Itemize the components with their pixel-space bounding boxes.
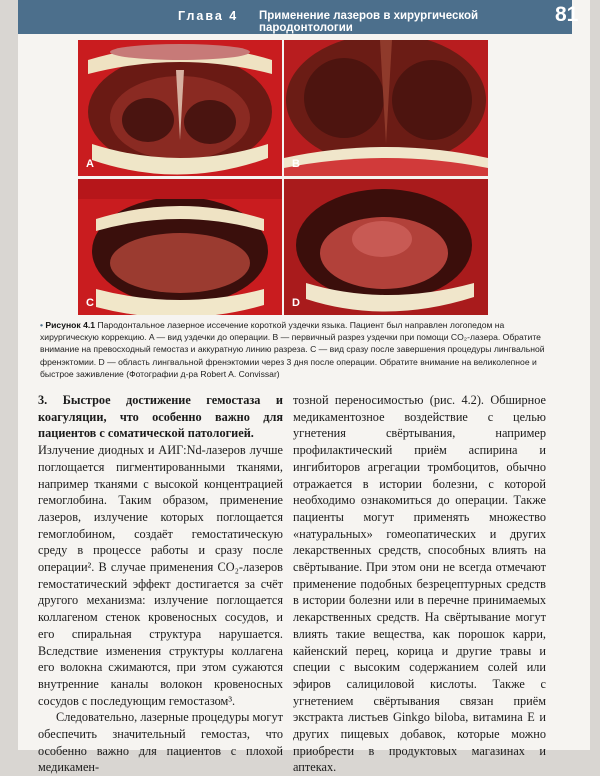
caption-text: Пародонтальное лазерное иссечение короткой уздечки языка. Пациент был направлен логопедом на хирургическую коррекцию. A — вид уздечки до операции. B — первичный разрез уздечки при помощи CO₂-лазера. Обратите внимание на превосходный гемостаз и аккуратную линию разреза. C — вид сразу после завершения процедуры лингвальной френэктомии. D — область лингвальной френэктомии через 3 дня после операции. Обратите внимание на великолепное и быстрое заживление (Фотографии д-ра Robert A. Convissar) <box>40 320 545 379</box>
panel-label-c: C <box>86 297 94 309</box>
photo-panel-c <box>78 179 282 315</box>
caption-label: Рисунок 4.1 <box>45 320 96 330</box>
numbered-heading <box>38 392 283 442</box>
panel-label-b: B <box>292 158 300 170</box>
photo-panel-b <box>284 40 488 176</box>
figure-caption <box>40 319 545 380</box>
photo-panel-d <box>284 179 488 315</box>
panel-label-d: D <box>292 297 300 309</box>
photo-panel-a <box>78 40 282 176</box>
heading-number: 3. <box>38 393 48 407</box>
paragraph: Излучение диодных и АИГ:Nd-лазеров лучше поглощается пигментированными тканями, например тканями с высокой концентрацией гемоглобина. Таким образом, применение лазеров, излучение которых поглощается гемоглобином, создаёт гемостатическую среду в процессе работы и сразу после операции². В случае применения CO₂-лазеров гемостатический эффект достигается за счёт другого механизма: излучение поглощается коллагеном стенок кровеносных сосудов, и его спиральная структура нарушается. Вследствие изменения структуры коллагена его волокна сжимаются, при этом сужаются внутренние каналы волокон кровеносных сосудов с последующим гемостазом³. <box>38 443 283 708</box>
right-column <box>293 392 546 776</box>
page-number: 81 <box>555 3 579 26</box>
paragraph: Следовательно, лазерные процедуры могут обеспечить значительный гемостаз, что особенно важно для пациентов с плохой медикамен- <box>38 710 283 775</box>
figure-photos <box>78 40 488 315</box>
caption-bullet-icon: • <box>40 320 44 330</box>
left-column <box>38 392 283 776</box>
chapter-title: Применение лазеров в хирургической пародонтологии <box>259 10 479 34</box>
running-header <box>18 0 579 34</box>
chapter-label: Глава 4 <box>178 9 239 23</box>
paragraph: тозной переносимостью (рис. 4.2). Обширное медикаментозное воздействие с целью угнетения свёртывания, например профилактический приём аспирина и ингибиторов агрегации тромбоцитов, обычно отражается в истории болезни, с которой необходимо ознакомиться до операции. Также пациенты могут применять множество «натуральных» гомеопатических и других лекарственных средств, способных влиять на свёртывание. При этом они не всегда отмечают применение подобных безрецептурных средств в истории болезни или в перечне принимаемых лекарственных средств. На свёртывание могут влиять такие вещества, как порошок карри, кайенский перец, корица и другие травы и специи с высоким содержанием солей или эфиров салициловой кислоты. Также с угнетением свёртывания связан приём экстракта листьев Ginkgo biloba, витамина E и других пищевых добавок, которые можно приобрести в продуктовых магазинах и аптеках. <box>293 393 546 775</box>
panel-label-a: A <box>86 158 94 170</box>
heading-text: Быстрое достижение гемостаза и коагуляции, что особенно важно для пациентов с соматической патологией. <box>38 393 283 441</box>
